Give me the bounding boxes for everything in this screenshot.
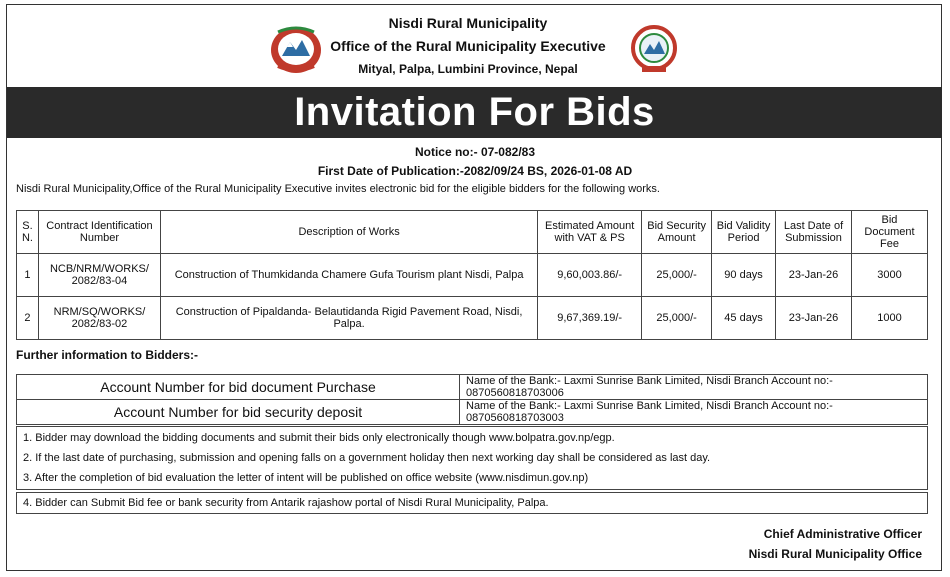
banner-title: Invitation For Bids bbox=[7, 87, 942, 138]
bank-value: Name of the Bank:- Laxmi Sunrise Bank Limited, Nisdi Branch Account no:- 0870560818703006 bbox=[460, 375, 928, 400]
bank-row bbox=[17, 400, 928, 425]
office-address: Mityal, Palpa, Lumbini Province, Nepal bbox=[358, 62, 578, 76]
table-row bbox=[17, 297, 928, 340]
intro-text: Nisdi Rural Municipality,Office of the Rural Municipality Executive invites electronic bid for the eligible bidders for the following works. bbox=[16, 183, 660, 195]
note-item: 2. If the last date of purchasing, submission and opening falls on a government holiday then next working day shall be considered as last day. bbox=[23, 452, 711, 464]
table-cell: 2 bbox=[17, 297, 39, 340]
table-cell: NCB/NRM/WORKS/ 2082/83-04 bbox=[38, 254, 160, 297]
header-cell: Contract Identification Number bbox=[38, 211, 160, 254]
signature-office: Nisdi Rural Municipality Office bbox=[748, 547, 922, 561]
bank-value: Name of the Bank:- Laxmi Sunrise Bank Limited, Nisdi Branch Account no:- 0870560818703003 bbox=[460, 400, 928, 425]
table-cell: 25,000/- bbox=[642, 254, 712, 297]
publication-date: First Date of Publication:-2082/09/24 BS, 2026-01-08 AD bbox=[317, 164, 633, 178]
org-name: Nisdi Rural Municipality bbox=[388, 15, 548, 31]
notes-box bbox=[16, 492, 928, 514]
notes-box bbox=[16, 426, 928, 490]
note-item: 4. Bidder can Submit Bid fee or bank security from Antarik rajashow portal of Nisdi Rural Municipality, Palpa. bbox=[23, 497, 549, 509]
table-cell: 45 days bbox=[712, 297, 776, 340]
municipality-seal-icon bbox=[630, 24, 678, 74]
further-info-heading: Further information to Bidders:- bbox=[16, 348, 198, 362]
office-name: Office of the Rural Municipality Executive bbox=[330, 38, 606, 54]
signature-title: Chief Administrative Officer bbox=[763, 527, 922, 541]
note-item: 1. Bidder may download the bidding documents and submit their bids only electronically though www.bolpatra.gov.np/egp. bbox=[23, 432, 615, 444]
header-cell: Description of Works bbox=[160, 211, 537, 254]
header-cell: Bid Document Fee bbox=[851, 211, 927, 254]
table-cell: 1000 bbox=[851, 297, 927, 340]
table-cell: NRM/SQ/WORKS/ 2082/83-02 bbox=[38, 297, 160, 340]
header-cell: Estimated Amount with VAT & PS bbox=[538, 211, 642, 254]
header-cell: Bid Security Amount bbox=[642, 211, 712, 254]
table-cell: Construction of Thumkidanda Chamere Gufa Tourism plant Nisdi, Palpa bbox=[160, 254, 537, 297]
table-cell: 25,000/- bbox=[642, 297, 712, 340]
table-cell: 3000 bbox=[851, 254, 927, 297]
header-cell: S. N. bbox=[17, 211, 39, 254]
table-header-row bbox=[17, 211, 928, 254]
table-cell: 23-Jan-26 bbox=[776, 297, 852, 340]
bank-accounts-table bbox=[16, 374, 928, 425]
table-cell: 9,60,003.86/- bbox=[538, 254, 642, 297]
works-table bbox=[16, 210, 928, 340]
bank-row bbox=[17, 375, 928, 400]
header bbox=[0, 0, 936, 84]
header-cell: Last Date of Submission bbox=[776, 211, 852, 254]
note-item: 3. After the completion of bid evaluation the letter of intent will be published on office website (www.nisdimun.gov.np) bbox=[23, 472, 589, 484]
table-cell: 9,67,369.19/- bbox=[538, 297, 642, 340]
table-cell: 90 days bbox=[712, 254, 776, 297]
table-cell: 23-Jan-26 bbox=[776, 254, 852, 297]
notice-number: Notice no:- 07-082/83 bbox=[414, 145, 536, 159]
table-cell: 1 bbox=[17, 254, 39, 297]
bank-label: Account Number for bid security deposit bbox=[17, 400, 460, 425]
table-cell: Construction of Pipaldanda- Belautidanda Rigid Pavement Road, Nisdi, Palpa. bbox=[160, 297, 537, 340]
bank-label: Account Number for bid document Purchase bbox=[17, 375, 460, 400]
header-cell: Bid Validity Period bbox=[712, 211, 776, 254]
table-row bbox=[17, 254, 928, 297]
